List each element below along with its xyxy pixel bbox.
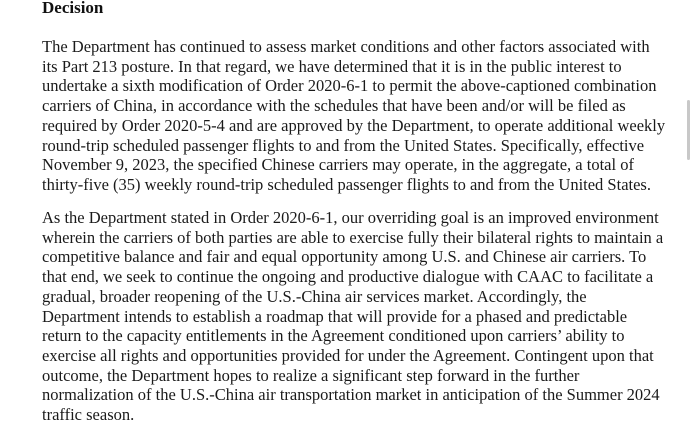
section-heading: Decision — [42, 0, 104, 17]
paragraph-1-line: required by Order 2020-5-4 and are approved by the Department, to operate additional weekly — [42, 115, 666, 135]
paragraph-1-line: undertake a sixth modification of Order 2020-6-1 to permit the above-captioned combination — [42, 76, 657, 96]
paragraph-2-line: traffic season. — [42, 405, 135, 424]
paragraph-2-line: Department intends to establish a roadmap that will provide for a phased and predictable — [42, 306, 628, 326]
paragraph-1-line: November 9, 2023, the specified Chinese carriers may operate, in the aggregate, a total of — [42, 155, 634, 175]
paragraph-2-line: competitive balance and fair and equal opportunity among U.S. and Chinese air carriers. To — [42, 247, 647, 267]
paragraph-1-line: The Department has continued to assess market conditions and other factors associated with — [42, 37, 650, 56]
paragraph-1-line: round-trip scheduled passenger flights to and from the United States. Specifically, effective — [42, 135, 645, 155]
paragraph-2-line: gradual, broader reopening of the U.S.-China air services market. Accordingly, the — [42, 286, 587, 306]
paragraph-1-line: thirty-five (35) weekly round-trip scheduled passenger flights to and from the United States. — [42, 174, 651, 194]
paragraph-1-line: its Part 213 posture. In that regard, we have determined that it is in the public interest to — [42, 56, 622, 76]
paragraph-2-line: that end, we seek to continue the ongoing and productive dialogue with CAAC to facilitate a — [42, 267, 654, 287]
paragraph-2-line: exercise all rights and opportunities provided for under the Agreement. Contingent upon that — [42, 345, 654, 365]
paragraph-2-line: wherein the carriers of both parties are able to exercise fully their bilateral rights to maintain a — [42, 227, 664, 247]
paragraph-2-line: outcome, the Department hopes to realize a significant step forward in the further — [42, 365, 580, 385]
paragraph-2-line: return to the capacity entitlements in the Agreement conditioned upon carriers’ ability to — [42, 326, 625, 346]
paragraph-2-line: normalization of the U.S.-China air transportation market in anticipation of the Summer 2024 — [42, 385, 660, 405]
paragraph-2-line: As the Department stated in Order 2020-6-1, our overriding goal is an improved environment — [42, 208, 659, 227]
paragraph-1-line: carriers of China, in accordance with the schedules that have been and/or will be filed as — [42, 96, 626, 116]
